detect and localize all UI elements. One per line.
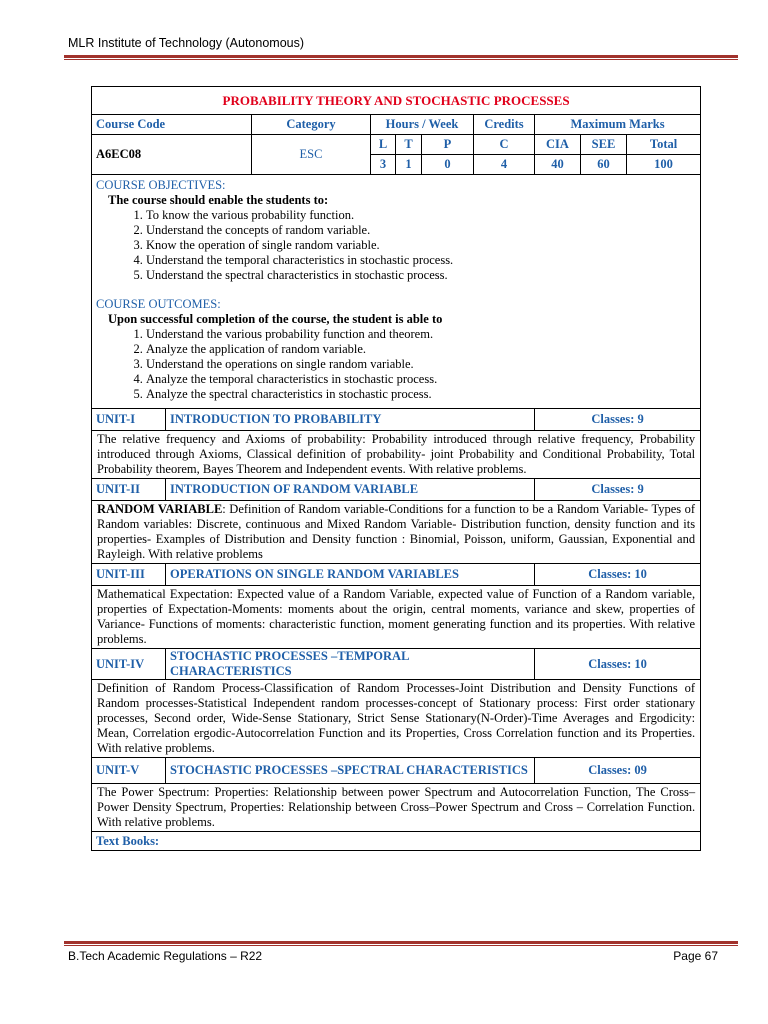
unit-title: INTRODUCTION OF RANDOM VARIABLE [166, 479, 535, 501]
unit-title: STOCHASTIC PROCESSES –SPECTRAL CHARACTERISTICS [166, 758, 535, 784]
outcome-item: 4. Analyze the temporal characteristics in stochastic process. [146, 372, 696, 387]
hours-header: Hours / Week [371, 115, 474, 135]
outcome-item: 5. Analyze the spectral characteristics in stochastic process. [146, 387, 696, 402]
footer-left: B.Tech Academic Regulations – R22 [68, 949, 263, 963]
outcomes-lead: Upon successful completion of the course, the student is able to [108, 312, 443, 326]
outcome-item: 3. Understand the operations on single random variable. [146, 357, 696, 372]
unit-title: STOCHASTIC PROCESSES –TEMPORAL CHARACTERISTICS [166, 649, 535, 680]
objective-item: 5. Understand the spectral characteristics in stochastic process. [146, 268, 696, 283]
T-header: T [396, 135, 422, 155]
unit-title: INTRODUCTION TO PROBABILITY [166, 409, 535, 431]
P-value: 0 [422, 155, 474, 175]
textbooks-heading: Text Books: [92, 832, 701, 851]
header-rule [64, 55, 738, 58]
objectives-outcomes-cell [92, 175, 701, 409]
total-header: Total [627, 135, 701, 155]
outcome-item: 1. Understand the various probability function and theorem. [146, 327, 696, 342]
marks-header: Maximum Marks [535, 115, 701, 135]
outcomes-list [96, 327, 696, 402]
unit-body: The Power Spectrum: Properties: Relationship between power Spectrum and Autocorrelation Function, The Cross–Power Density Spectrum, Properties: Relationship between Cross–Power Spectrum and Cross – Correlation Function. With relative problems. [92, 784, 701, 832]
objective-item: 2. Understand the concepts of random variable. [146, 223, 696, 238]
total-value: 100 [627, 155, 701, 175]
category-value: ESC [252, 135, 371, 175]
CIA-header: CIA [535, 135, 581, 155]
footer-rule [64, 941, 738, 944]
P-header: P [422, 135, 474, 155]
outcome-item: 2. Analyze the application of random variable. [146, 342, 696, 357]
footer-rule-thin [64, 945, 738, 946]
objective-item: 4. Understand the temporal characteristics in stochastic process. [146, 253, 696, 268]
category-header: Category [252, 115, 371, 135]
objectives-lead: The course should enable the students to: [108, 193, 329, 207]
page-number: Page 67 [673, 949, 718, 963]
unit-classes: Classes: 9 [535, 409, 701, 431]
T-value: 1 [396, 155, 422, 175]
unit-body-lead: RANDOM VARIABLE [97, 502, 223, 516]
unit-body [92, 501, 701, 564]
unit-classes: Classes: 9 [535, 479, 701, 501]
unit-label: UNIT-III [92, 564, 166, 586]
course-title: PROBABILITY THEORY AND STOCHASTIC PROCESSES [92, 87, 701, 115]
SEE-header: SEE [581, 135, 627, 155]
objective-item: 3. Know the operation of single random variable. [146, 238, 696, 253]
objective-item: 1. To know the various probability function. [146, 208, 696, 223]
unit-body-text: : Definition of Random variable-Conditions for a function to be a Random Variable- Types of Random variables: Discrete, continuous and Mixed Random Variable- Distribution function, density function and its properties- Examples of Distribution and Density function : Binomial, Poisson, uniform, Gaussian, Exponential and Rayleigh. With relative problems [97, 502, 696, 561]
course-code: A6EC08 [92, 135, 252, 175]
C-header: C [474, 135, 535, 155]
CIA-value: 40 [535, 155, 581, 175]
outcomes-heading: COURSE OUTCOMES: [96, 297, 221, 311]
unit-body: Definition of Random Process-Classification of Random Processes-Joint Distribution and Density Functions of Random processes-Statistical Independent random processes-concept of Stationary process: First order stationary processes, Second order, Wide-Sense Stationary, Strict Sense Stationary(N-Order)-Time Averages and Ergodicity: Mean, Correlation ergodic-Autocorrelation Function and its Properties, Cross Correlation function and its Properties. With relative problems. [92, 680, 701, 758]
unit-body: The relative frequency and Axioms of probability: Probability introduced through relative frequency, Probability introduced through Axioms, Classical definition of probability- joint Probability and Conditional Probability, Total Probability theorem, Bayes Theorem and Independent events. With relative problems. [92, 431, 701, 479]
L-header: L [371, 135, 396, 155]
unit-label: UNIT-II [92, 479, 166, 501]
unit-classes: Classes: 09 [535, 758, 701, 784]
unit-label: UNIT-IV [92, 649, 166, 680]
objectives-heading: COURSE OBJECTIVES: [96, 178, 226, 192]
header-rule-thin [64, 59, 738, 60]
unit-body: Mathematical Expectation: Expected value of a Random Variable, expected value of Function of a Random variable, properties of Expectation-Moments: moments about the origin, central moments, variance and skew, properties of Variance- Functions of moments: characteristic function, moment generating function and its properties. With relative problems. [92, 586, 701, 649]
objectives-list [96, 208, 696, 283]
unit-classes: Classes: 10 [535, 564, 701, 586]
unit-label: UNIT-I [92, 409, 166, 431]
unit-label: UNIT-V [92, 758, 166, 784]
L-value: 3 [371, 155, 396, 175]
SEE-value: 60 [581, 155, 627, 175]
syllabus-table [91, 86, 701, 851]
credits-header: Credits [474, 115, 535, 135]
page-header: MLR Institute of Technology (Autonomous) [68, 36, 305, 50]
unit-classes: Classes: 10 [535, 649, 701, 680]
C-value: 4 [474, 155, 535, 175]
unit-title: OPERATIONS ON SINGLE RANDOM VARIABLES [166, 564, 535, 586]
course-code-header: Course Code [92, 115, 252, 135]
